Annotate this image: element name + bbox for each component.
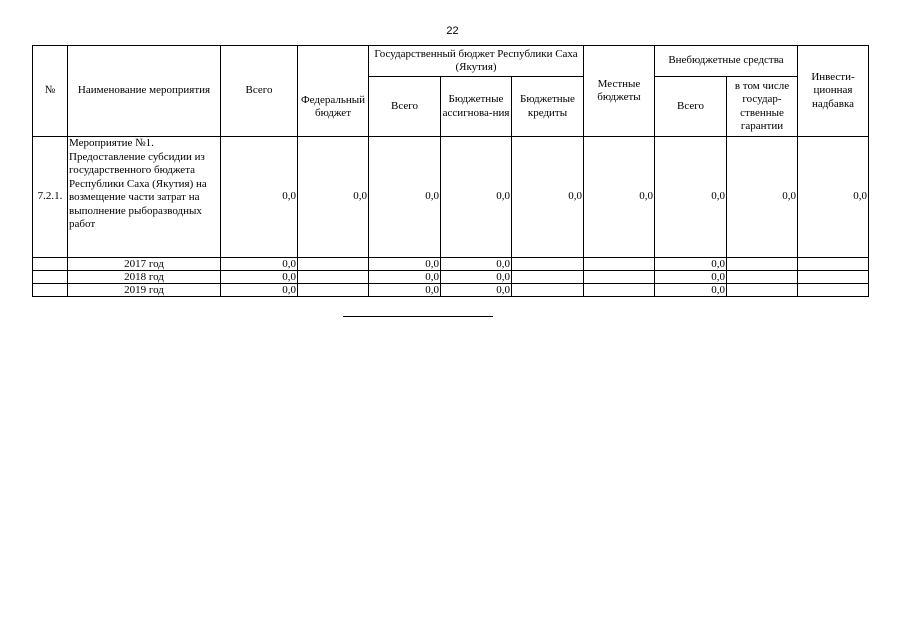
cell-investment: 0,0 — [798, 137, 869, 258]
header-name: Наименование мероприятия — [68, 46, 221, 137]
cell-extra-total: 0,0 — [655, 284, 727, 297]
cell-extra-guarantees: 0,0 — [727, 137, 798, 258]
row-num: 7.2.1. — [33, 137, 68, 258]
cell-extra-total: 0,0 — [655, 137, 727, 258]
cell-local: 0,0 — [584, 137, 655, 258]
table-row — [33, 137, 869, 258]
cell-state-total: 0,0 — [369, 284, 441, 297]
header-investment: Инвести-ционная надбавка — [798, 46, 869, 137]
table-row — [33, 284, 869, 297]
cell-state-total: 0,0 — [369, 137, 441, 258]
cell-total: 0,0 — [221, 258, 298, 271]
cell-extra-total: 0,0 — [655, 271, 727, 284]
header-local: Местные бюджеты — [584, 46, 655, 137]
header-extra-guarantees: в том числе государ-ственные гарантии — [727, 77, 798, 137]
page-number: 22 — [446, 25, 459, 37]
header-extra-budgetary: Внебюджетные средства — [655, 46, 798, 77]
cell-total: 0,0 — [221, 284, 298, 297]
row-year: 2017 год — [68, 258, 221, 271]
header-state-total: Всего — [369, 77, 441, 137]
cell-state-allocations: 0,0 — [441, 271, 512, 284]
row-name: Мероприятие №1. Предоставление субсидии из государственного бюджета Республики Саха (Якутия) на возмещение части затрат на выполнение рыборазводных работ — [68, 137, 221, 258]
cell-state-credits: 0,0 — [512, 137, 584, 258]
header-state-budget: Государственный бюджет Республики Саха (Якутия) — [369, 46, 584, 77]
end-separator-line — [343, 316, 493, 317]
table-row — [33, 258, 869, 271]
header-num: № — [33, 46, 68, 137]
cell-total: 0,0 — [221, 271, 298, 284]
cell-federal: 0,0 — [298, 137, 369, 258]
table-row — [33, 271, 869, 284]
cell-state-allocations: 0,0 — [441, 137, 512, 258]
cell-state-allocations: 0,0 — [441, 284, 512, 297]
cell-total: 0,0 — [221, 137, 298, 258]
row-year: 2019 год — [68, 284, 221, 297]
row-year: 2018 год — [68, 271, 221, 284]
cell-extra-total: 0,0 — [655, 258, 727, 271]
header-state-allocations: Бюджетные ассигнова-ния — [441, 77, 512, 137]
header-extra-total: Всего — [655, 77, 727, 137]
budget-table — [32, 45, 869, 297]
cell-state-total: 0,0 — [369, 271, 441, 284]
header-total: Всего — [221, 46, 298, 137]
cell-state-allocations: 0,0 — [441, 258, 512, 271]
header-federal: Федеральный бюджет — [298, 46, 369, 137]
cell-state-total: 0,0 — [369, 258, 441, 271]
header-state-credits: Бюджетные кредиты — [512, 77, 584, 137]
